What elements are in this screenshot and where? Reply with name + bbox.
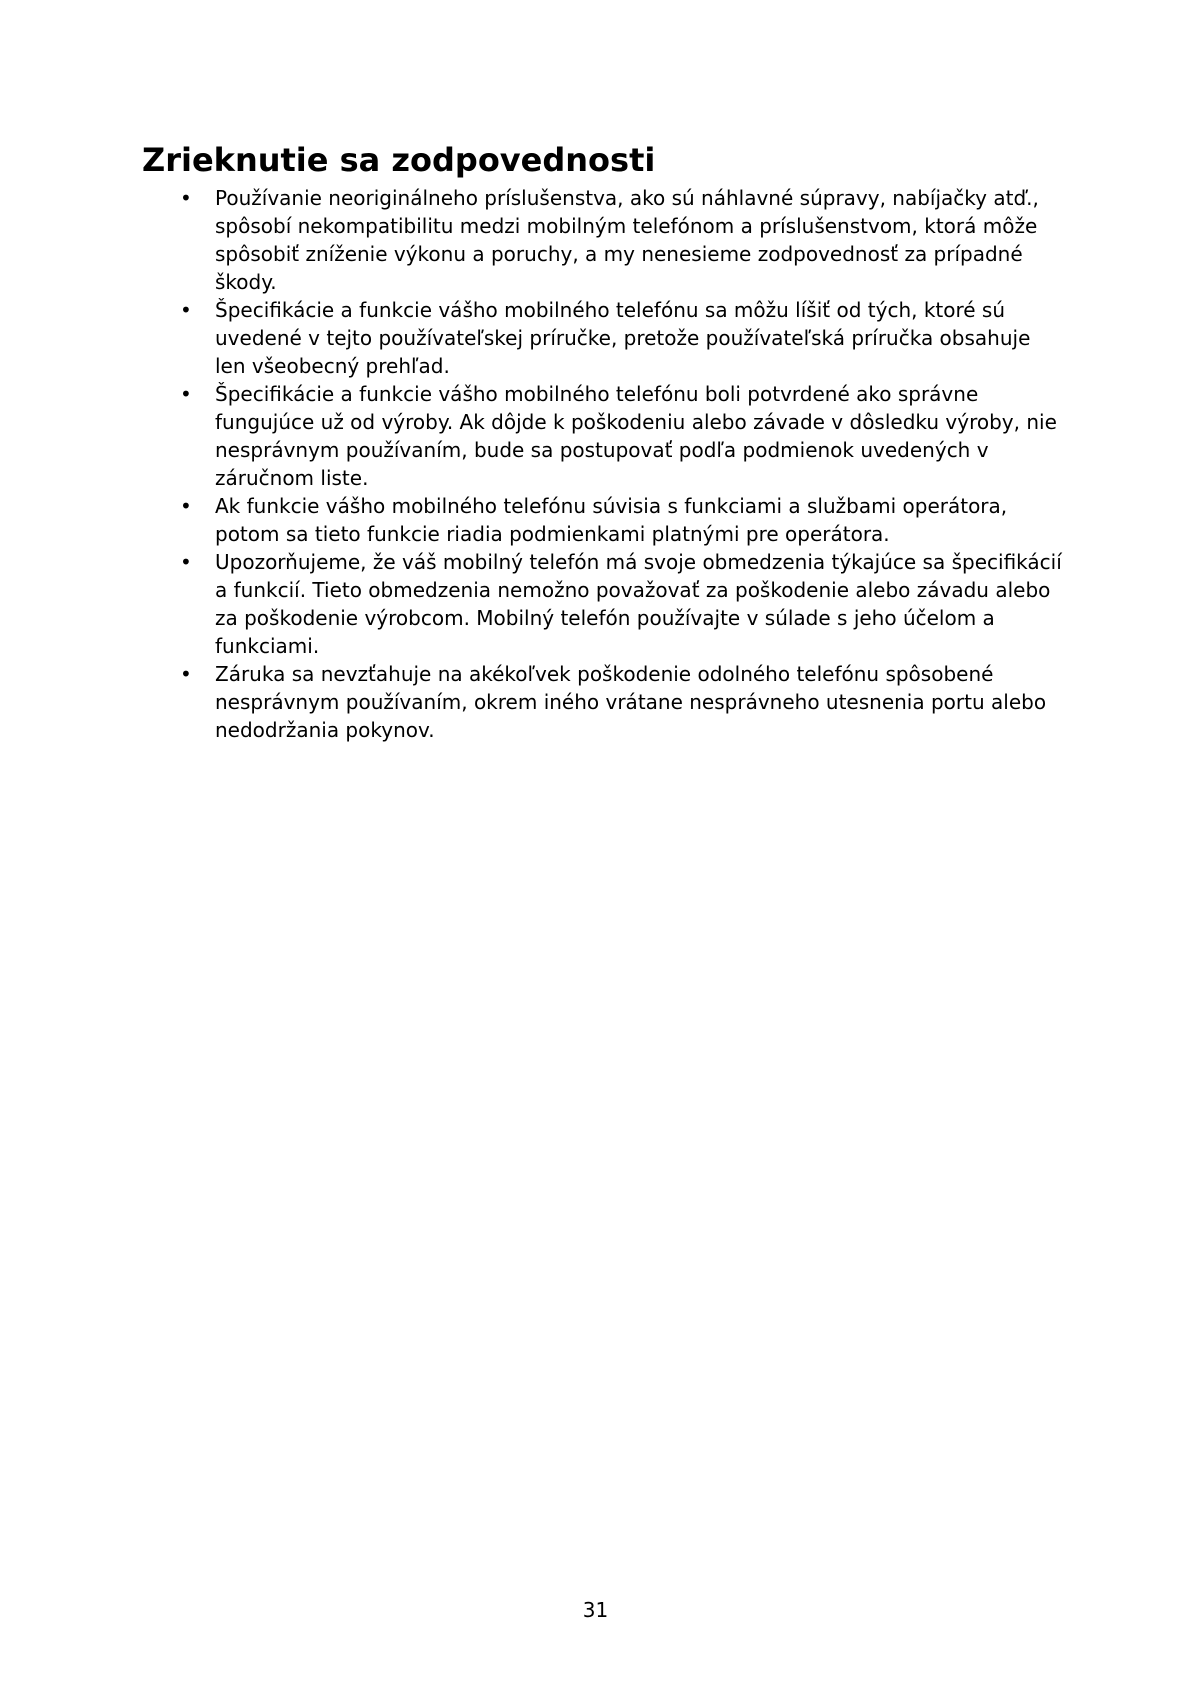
bullet-icon: • [180,494,192,518]
disclaimer-text: Ak funkcie vášho mobilného telefónu súvisia s funkciami a službami operátora, potom sa tieto funkcie riadia podmienkami platnými pre operátora. [215,494,1008,546]
disclaimer-text: Upozorňujeme, že váš mobilný telefón má svoje obmedzenia týkajúce sa špecifikácií a funkcií. Tieto obmedzenia nemožno považovať za poškodenie alebo závadu alebo za poškodenie výrobcom. Mobilný telefón používajte v súlade s jeho účelom a funkciami. [215,550,1062,658]
disclaimer-item [142,548,1062,660]
disclaimer-item [142,296,1062,380]
bullet-icon: • [180,382,192,406]
disclaimer-text: Používanie neoriginálneho príslušenstva, ako sú náhlavné súpravy, nabíjačky atď., spôsobí nekompatibilitu medzi mobilným telefónom a príslušenstvom, ktorá môže spôsobiť zníženie výkonu a poruchy, a my nenesieme zodpovednosť za prípadné škody. [215,186,1039,294]
disclaimer-item [142,492,1062,548]
disclaimer-item [142,184,1062,296]
bullet-icon: • [180,550,192,574]
bullet-icon: • [180,298,192,322]
disclaimer-text: Záruka sa nevzťahuje na akékoľvek poškodenie odolného telefónu spôsobené nesprávnym používaním, okrem iného vrátane nesprávneho utesnenia portu alebo nedodržania pokynov. [215,662,1047,742]
bullet-icon: • [180,186,192,210]
bullet-icon: • [180,662,192,686]
disclaimer-item [142,380,1062,492]
disclaimer-item [142,660,1062,744]
disclaimer-list [142,184,1062,744]
disclaimer-text: Špecifikácie a funkcie vášho mobilného telefónu sa môžu líšiť od tých, ktoré sú uvedené v tejto používateľskej príručke, pretože používateľská príručka obsahuje len všeobecný prehľad. [215,298,1031,378]
page-number: 31 [582,1598,609,1622]
section-title: Zrieknutie sa zodpovednosti [142,141,656,179]
disclaimer-text: Špecifikácie a funkcie vášho mobilného telefónu boli potvrdené ako správne fungujúce už od výroby. Ak dôjde k poškodeniu alebo závade v dôsledku výroby, nie nesprávnym používaním, bude sa postupovať podľa podmienok uvedených v záručnom liste. [215,382,1057,490]
